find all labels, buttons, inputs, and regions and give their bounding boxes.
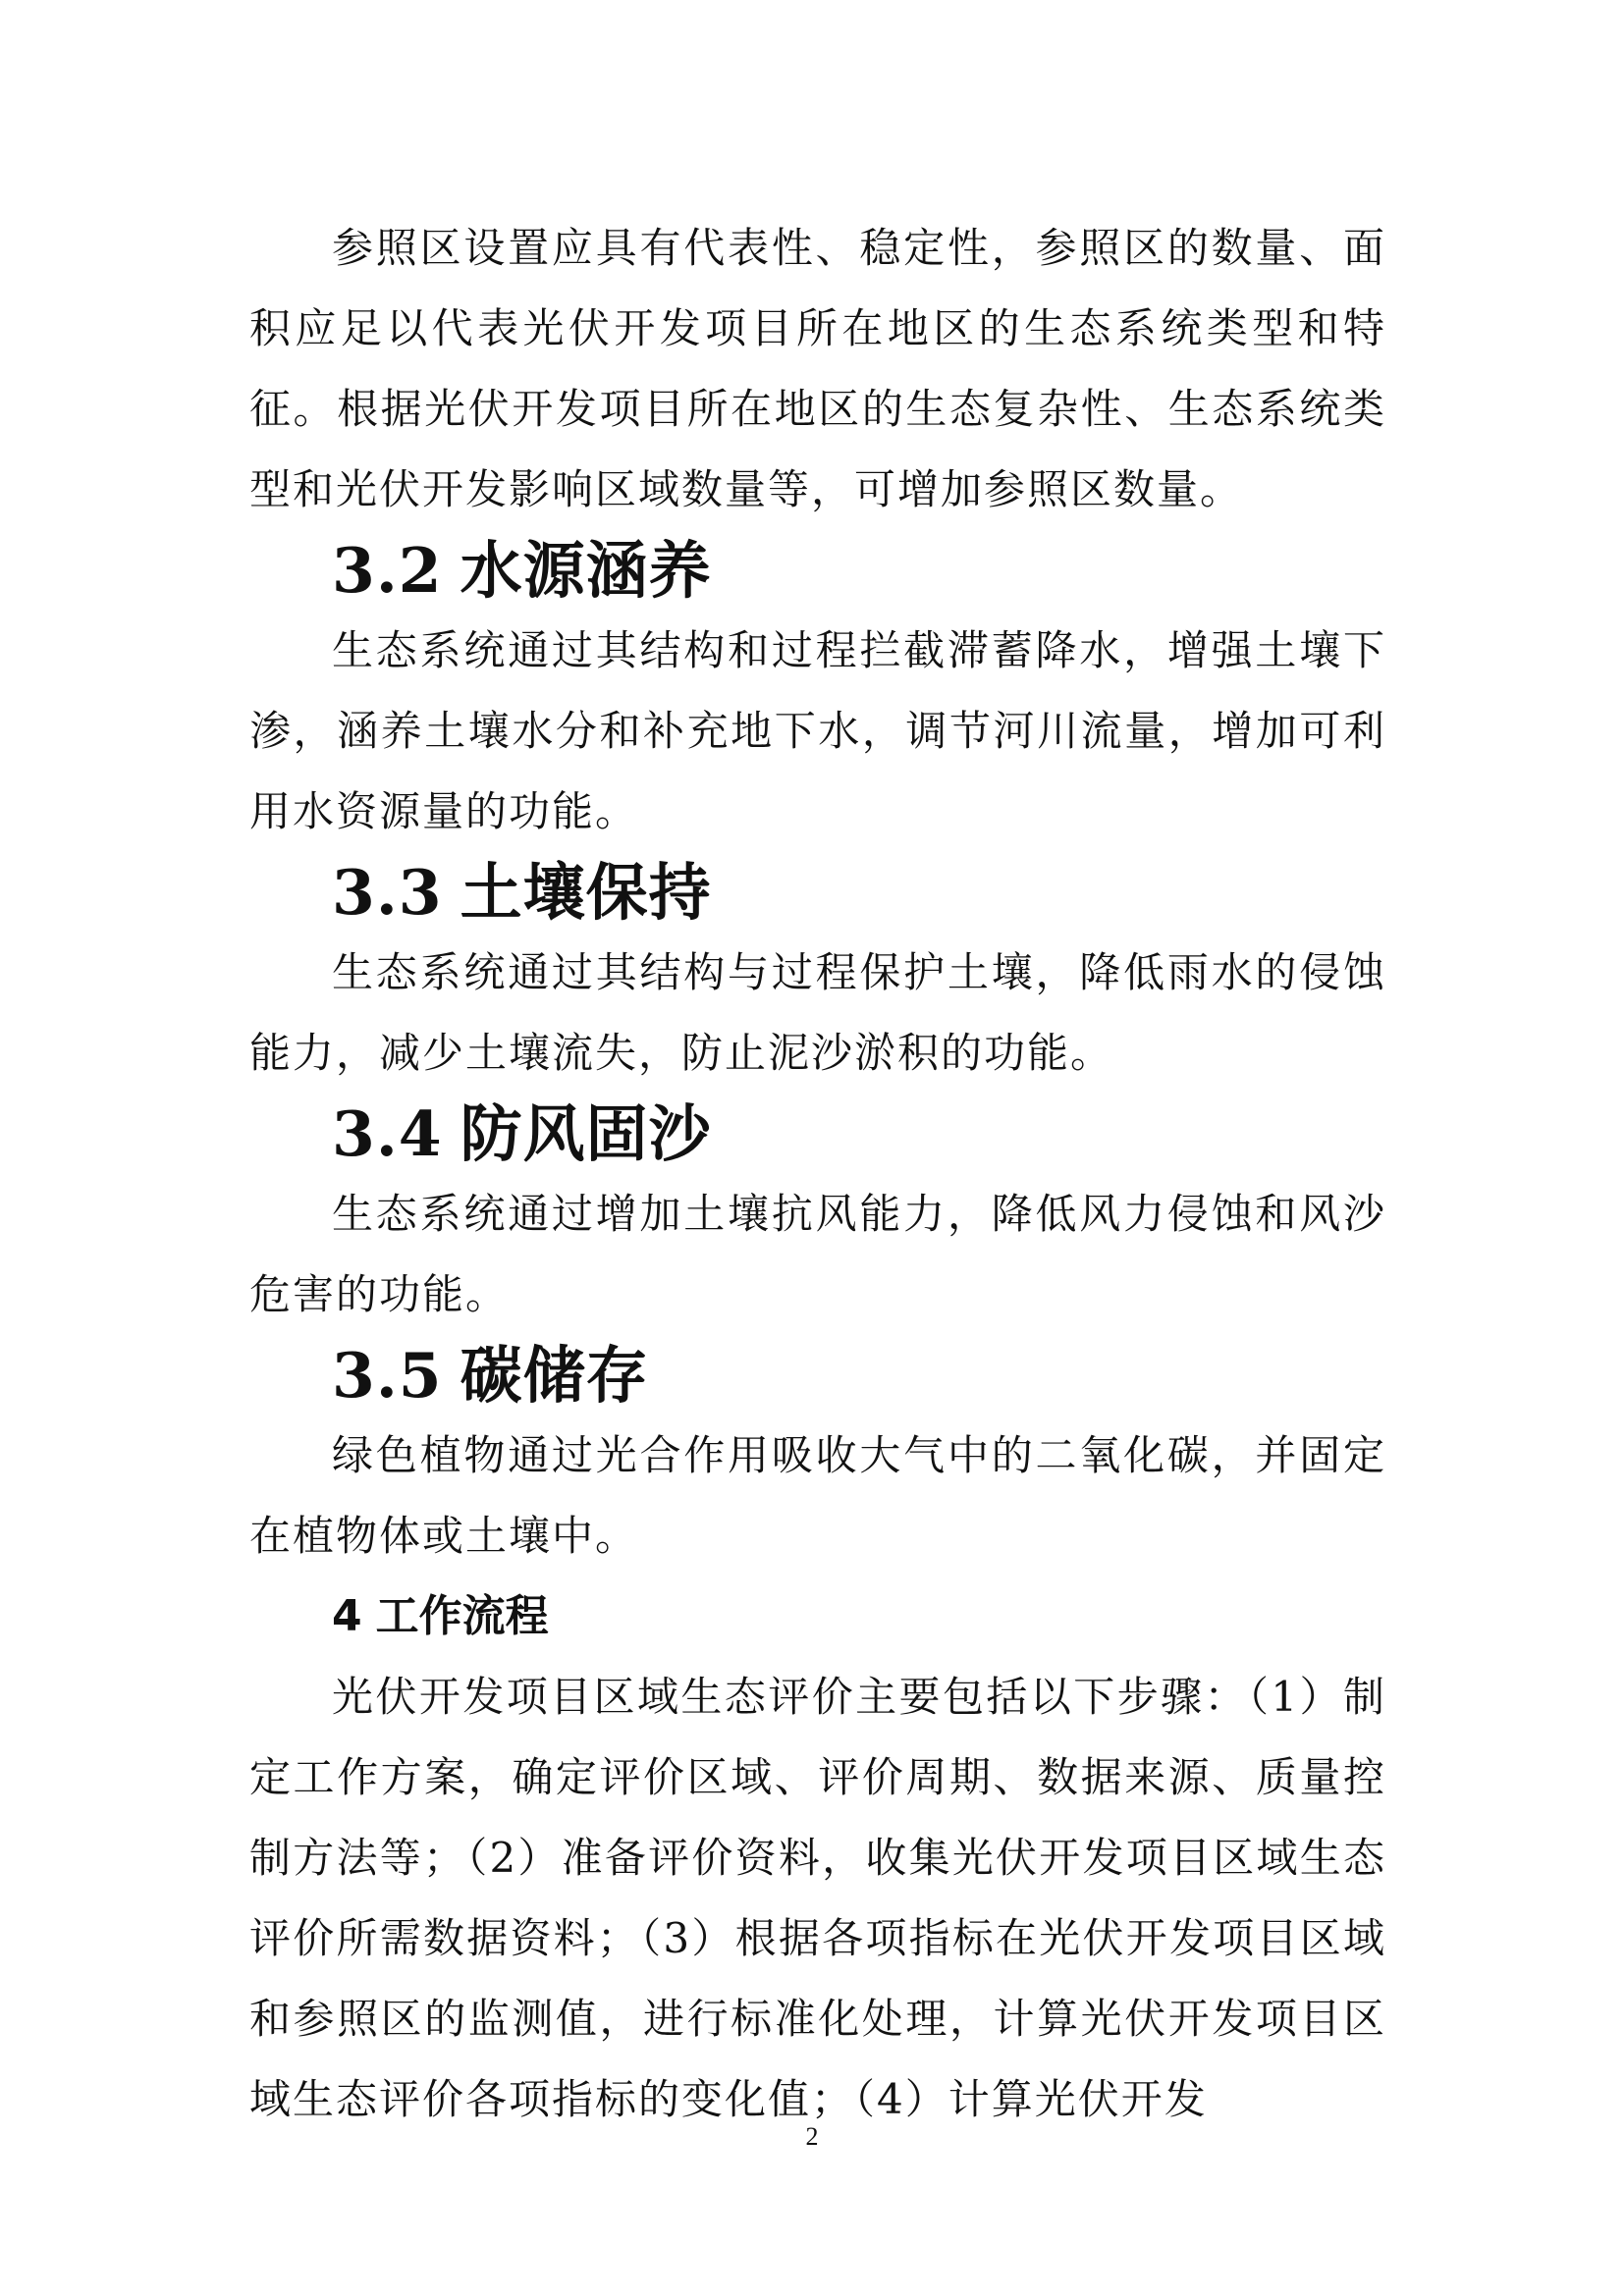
paragraph-water-conservation: 生态系统通过其结构和过程拦截滞蓄降水，增强土壤下渗，涵养土壤水分和补充地下水，调节河川流量，增加可利用水资源量的功能。 (249, 626, 1386, 835)
section-number: 3.3 (332, 856, 443, 929)
section-title: 土壤保持 (460, 856, 712, 929)
paragraph-reference-area: 参照区设置应具有代表性、稳定性，参照区的数量、面积应足以代表光伏开发项目所在地区的生态系统类型和特征。根据光伏开发项目所在地区的生态复杂性、生态系统类型和光伏开发影响区域数量等，可增加参照区数量。 (249, 224, 1386, 513)
paragraph-workflow: 光伏开发项目区域生态评价主要包括以下步骤：（1）制定工作方案，确定评价区域、评价周期、数据来源、质量控制方法等；（2）准备评价资料，收集光伏开发项目区域生态评价所需数据资料；（3）根据各项指标在光伏开发项目区域和参照区的监测值，进行标准化处理，计算光伏开发项目区域生态评价各项指标的变化值；（4）计算光伏开发 (249, 1673, 1386, 2123)
section-title: 防风固沙 (460, 1097, 712, 1170)
section-title: 碳储存 (460, 1339, 649, 1412)
section-number: 3.5 (332, 1339, 443, 1412)
paragraph-carbon-storage: 绿色植物通过光合作用吸收大气中的二氧化碳，并固定在植物体或土壤中。 (249, 1431, 1386, 1560)
section-heading-3-5 (249, 1335, 1386, 1415)
section-heading-3-2 (249, 530, 1386, 611)
chapter-heading-4 (249, 1576, 1386, 1657)
section-number: 3.4 (332, 1097, 443, 1170)
section-title: 水源涵养 (460, 534, 712, 607)
chapter-number: 4 (332, 1591, 362, 1641)
section-heading-3-4 (249, 1094, 1386, 1174)
section-heading-3-3 (249, 852, 1386, 933)
page-number: 2 (805, 2122, 819, 2151)
document-page (249, 208, 1386, 2140)
section-number: 3.2 (332, 534, 443, 607)
paragraph-soil-conservation: 生态系统通过其结构与过程保护土壤，降低雨水的侵蚀能力，减少土壤流失，防止泥沙淤积的功能。 (249, 948, 1386, 1077)
chapter-title: 工作流程 (375, 1591, 549, 1641)
paragraph-windbreak-sand-fixation: 生态系统通过增加土壤抗风能力，降低风力侵蚀和风沙危害的功能。 (249, 1190, 1386, 1318)
